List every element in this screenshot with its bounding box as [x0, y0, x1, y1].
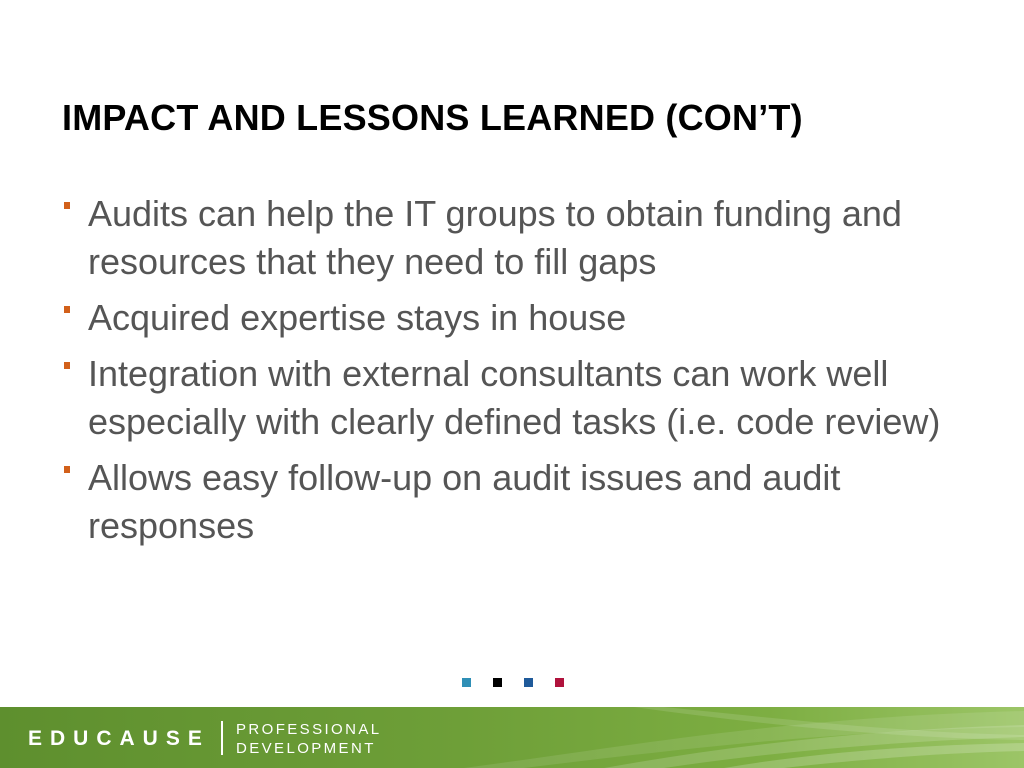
dot-teal-icon [462, 678, 471, 687]
list-item [62, 294, 942, 342]
dot-crimson-icon [555, 678, 564, 687]
footer-bar [0, 707, 1024, 768]
bullet-text: Audits can help the IT groups to obtain funding and resources that they need to fill gaps [88, 193, 902, 282]
bullet-marker-icon [62, 454, 88, 494]
logo-subtitle-line-2: DEVELOPMENT [236, 740, 376, 757]
bullet-text: Allows easy follow-up on audit issues and audit responses [88, 457, 841, 546]
decorative-dots [462, 678, 564, 687]
bullet-text: Integration with external consultants can work well especially with clearly defined tasks (i.e. code review) [88, 353, 941, 442]
dot-blue-icon [524, 678, 533, 687]
bullet-marker-icon [62, 294, 88, 334]
list-item [62, 454, 942, 550]
slide-title: IMPACT AND LESSONS LEARNED (CON’T) [62, 97, 803, 138]
list-item [62, 350, 942, 446]
logo-divider [221, 721, 223, 755]
bullet-list [62, 190, 942, 558]
bullet-text: Acquired expertise stays in house [88, 297, 627, 338]
bullet-marker-icon [62, 350, 88, 390]
bullet-marker-icon [62, 190, 88, 230]
dot-black-icon [493, 678, 502, 687]
swoosh-graphic-icon [464, 707, 1024, 768]
educause-logo: EDUCAUSE [28, 727, 210, 750]
list-item [62, 190, 942, 286]
logo-subtitle-line-1: PROFESSIONAL [236, 721, 382, 738]
logo-subtitle [236, 720, 382, 758]
